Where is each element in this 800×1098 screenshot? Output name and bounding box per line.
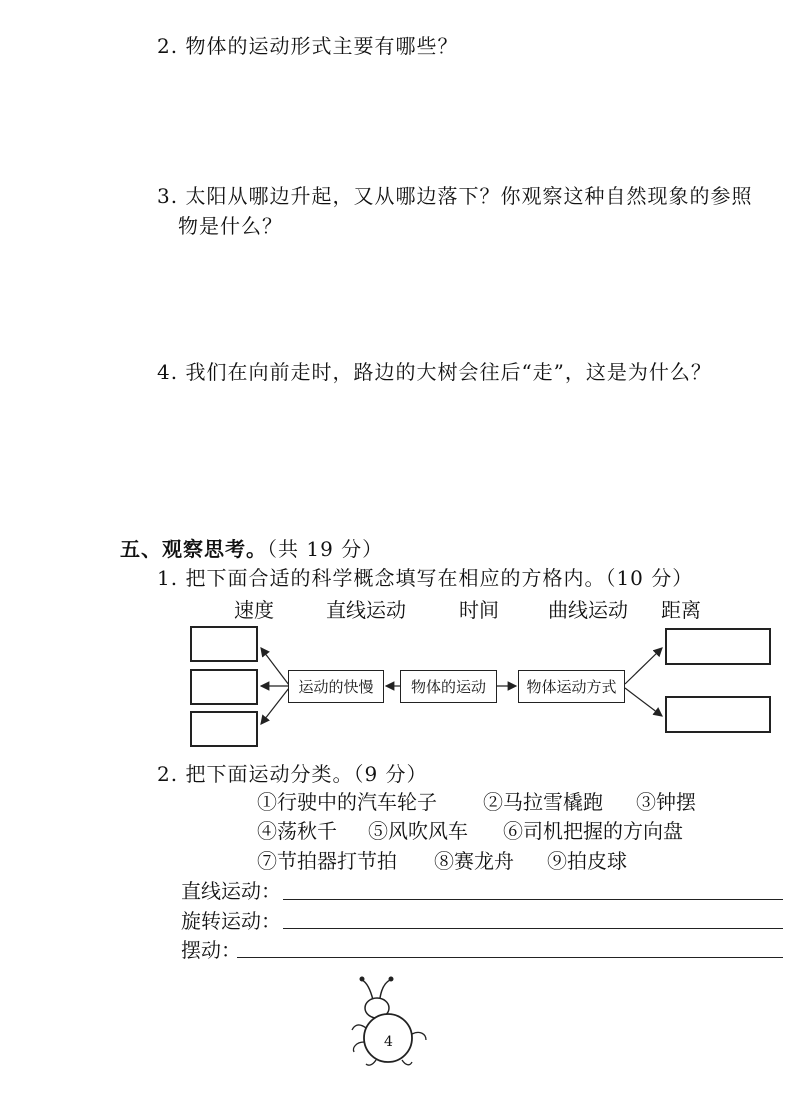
answer-box-right-2[interactable] (665, 696, 771, 733)
answer-line-rotation-motion[interactable] (283, 928, 783, 929)
answer-box-right-1[interactable] (665, 628, 771, 665)
term-speed: 速度 (234, 598, 274, 622)
concept-box-speed-of-motion: 运动的快慢 (288, 670, 384, 703)
label-swing-motion: 摆动： (181, 938, 241, 962)
arrow-to-left-box-3 (261, 688, 289, 724)
arrow-to-left-box-1 (261, 648, 289, 685)
item-bounce-ball: ⑨拍皮球 (547, 849, 627, 873)
item-dragon-boat: ⑧赛龙舟 (434, 849, 514, 873)
term-curvilinear-motion: 曲线运动 (548, 598, 628, 622)
term-distance: 距离 (661, 598, 701, 622)
section-title-text: 五、观察思考。 (120, 537, 267, 561)
item-metronome: ⑦节拍器打节拍 (257, 849, 397, 873)
answer-box-left-2[interactable] (190, 669, 258, 705)
item-swing: ④荡秋千 (257, 819, 337, 843)
item-windmill: ⑤风吹风车 (368, 819, 468, 843)
question-2: 2. 物体的运动形式主要有哪些？ (157, 34, 459, 58)
term-linear-motion: 直线运动 (326, 598, 406, 622)
answer-line-swing-motion[interactable] (237, 957, 783, 958)
label-straight-motion: 直线运动： (181, 879, 281, 903)
ladybug-icon (340, 970, 450, 1070)
item-sled: ②马拉雪橇跑 (483, 790, 603, 814)
part2-instruction: 2. 把下面运动分类。（9 分） (157, 762, 428, 786)
question-3-line1: 3. 太阳从哪边升起，又从哪边落下？你观察这种自然现象的参照 (157, 184, 753, 208)
arrow-to-right-box-1 (625, 648, 662, 684)
term-time: 时间 (459, 598, 499, 622)
answer-box-left-1[interactable] (190, 626, 258, 662)
item-pendulum: ③钟摆 (636, 790, 696, 814)
page-number: 4 (384, 1034, 393, 1050)
concept-box-object-motion: 物体的运动 (400, 670, 497, 703)
arrow-to-right-box-2 (625, 688, 662, 716)
section-points: （共 19 分） (267, 537, 384, 561)
question-3-line2: 物是什么？ (178, 214, 283, 238)
answer-box-left-3[interactable] (190, 711, 258, 747)
item-steering-wheel: ⑥司机把握的方向盘 (503, 819, 683, 843)
concept-box-motion-type: 物体运动方式 (518, 670, 625, 703)
question-4: 4. 我们在向前走时，路边的大树会往后“走”，这是为什么？ (157, 360, 712, 384)
answer-line-straight-motion[interactable] (283, 899, 783, 900)
item-car-wheel: ①行驶中的汽车轮子 (257, 790, 437, 814)
part1-instruction: 1. 把下面合适的科学概念填写在相应的方格内。（10 分） (157, 566, 694, 590)
label-rotation-motion: 旋转运动： (181, 909, 281, 933)
